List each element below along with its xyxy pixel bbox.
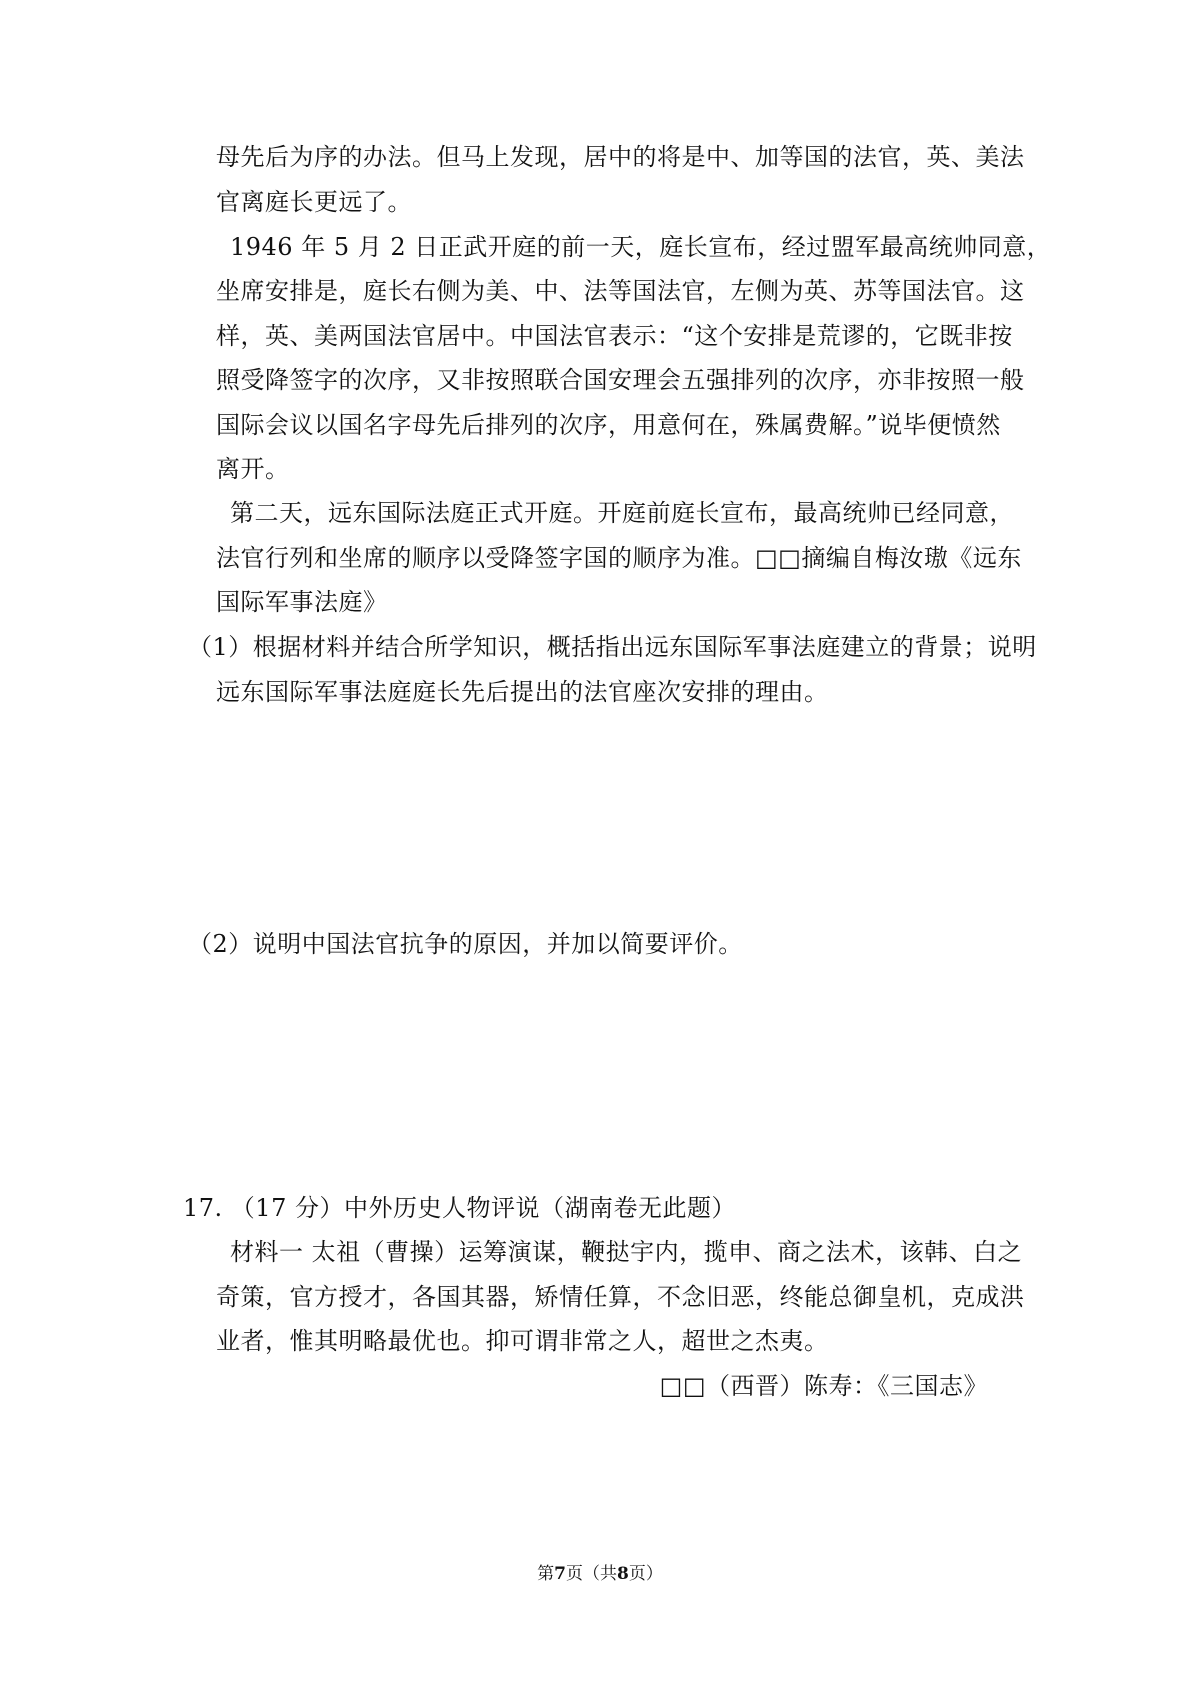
question-1-cont: 远东国际军事法庭庭长先后提出的法官座次安排的理由。 (216, 678, 829, 706)
footer-suffix: 页） (628, 1564, 663, 1584)
material-line: 业者，惟其明略最优也。抑可谓非常之人，超世之杰夷。 (216, 1327, 829, 1355)
passage-line: 国际会议以国名字母先后排列的次序，用意何在，殊属费解。”说毕便愤然 (216, 411, 1001, 439)
passage-line: 第二天，远东国际法庭正式开庭。开庭前庭长宣布，最高统帅已经同意， (230, 499, 1014, 527)
passage-line: 样，英、美两国法官居中。中国法官表示：“这个安排是荒谬的，它既非按 (216, 322, 1013, 350)
footer-page-number: 7 (554, 1564, 566, 1584)
material-line: 奇策，官方授才，各国其器，矫情任算，不念旧恶，终能总御皇机，克成洪 (216, 1283, 1025, 1311)
passage-line: 法官行列和坐席的顺序以受降签字国的顺序为准。□□摘编自梅汝璈《远东 (216, 544, 1022, 572)
page-footer (0, 1563, 1200, 1585)
question-2: （2）说明中国法官抗争的原因，并加以简要评价。 (188, 930, 743, 958)
question-1: （1）根据材料并结合所学知识，概括指出远东国际军事法庭建立的背景；说明 (188, 633, 1037, 661)
passage-line: 国际军事法庭》 (216, 588, 388, 616)
passage-line: 离开。 (216, 455, 290, 483)
question-17-heading: 17. （17 分）中外历史人物评说（湖南卷无此题） (183, 1194, 736, 1222)
passage-line: 母先后为序的办法。但马上发现，居中的将是中、加等国的法官，英、美法 (216, 143, 1025, 171)
passage-line: 坐席安排是，庭长右侧为美、中、法等国法官，左侧为英、苏等国法官。这 (216, 277, 1025, 305)
footer-middle: 页（共 (566, 1564, 617, 1584)
passage-line: 照受降签字的次序，又非按照联合国安理会五强排列的次序，亦非按照一般 (216, 366, 1025, 394)
passage-line: 1946 年 5 月 2 日正武开庭的前一天，庭长宣布，经过盟军最高统帅同意， (230, 233, 1052, 261)
material-source: □□（西晋）陈寿：《三国志》 (659, 1372, 988, 1400)
passage-line: 官离庭长更远了。 (216, 188, 412, 216)
footer-prefix: 第 (537, 1564, 555, 1584)
footer-total-pages: 8 (617, 1564, 629, 1584)
material-line: 材料一 太祖（曹操）运筹演谋，鞭挞宇内，揽申、商之法术，该韩、白之 (230, 1238, 1023, 1266)
